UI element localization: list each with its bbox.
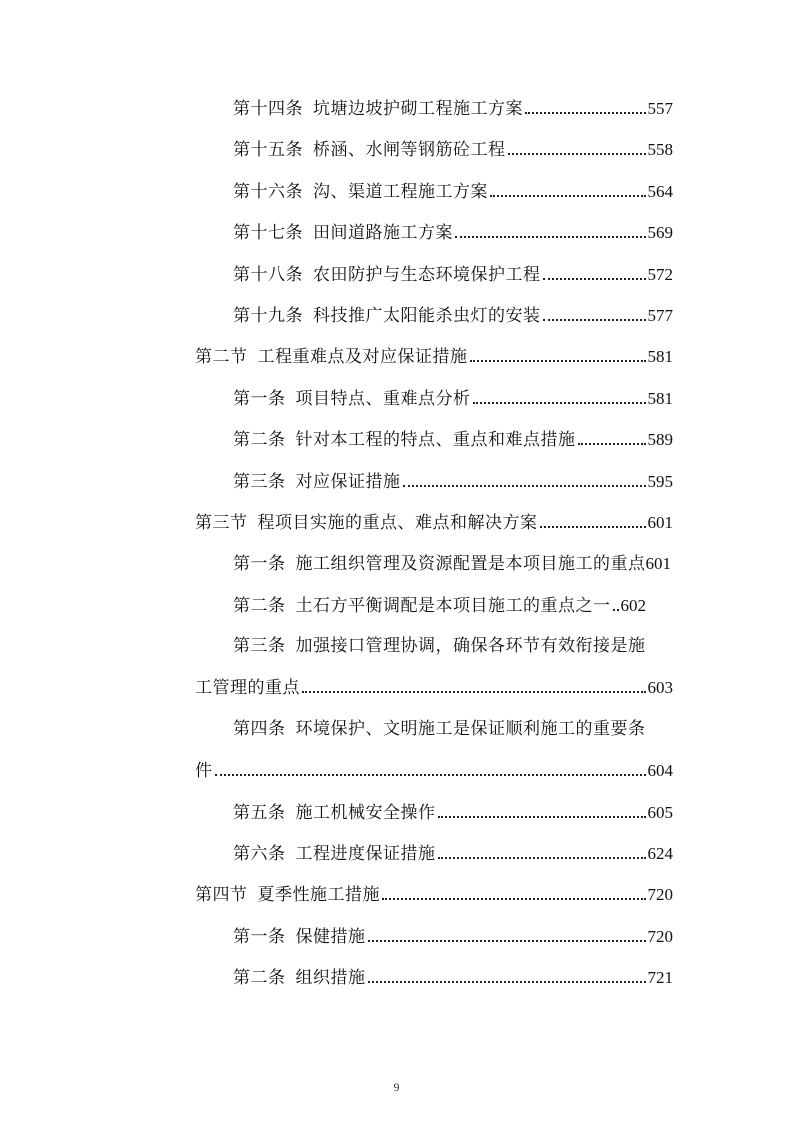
toc-entry-first-line[interactable] [0,626,793,667]
toc-entry[interactable] [0,419,793,460]
dot-leader [473,402,646,404]
toc-entry-page: 581 [647,388,673,408]
toc-entry-continuation[interactable] [0,750,793,791]
toc-entry-title: 保健措施 [295,926,366,947]
toc-entry-title: 对应保证措施 [295,471,401,492]
toc-entry-title: 夏季性施工措施 [257,885,380,906]
toc-entry[interactable] [0,461,793,502]
toc-entry-label: 第一条 [233,554,286,575]
toc-entry-page: 569 [647,223,673,243]
page-number: 9 [393,1080,400,1094]
toc-entry-title: 土石方平衡调配是本项目施工的重点之一 [295,595,611,616]
toc-entry-title: 坑塘边坡护砌工程施工方案 [313,99,523,119]
toc-entry-page: 564 [647,181,673,201]
toc-entry-label: 第三条 [233,471,286,492]
toc-entry-label: 第一条 [233,388,286,409]
dot-leader [540,526,646,528]
toc-entry[interactable] [0,212,793,253]
toc-entry-label: 第二条 [233,595,286,616]
toc-entry-title: 田间道路施工方案 [313,223,453,244]
toc-entry[interactable] [0,543,793,584]
toc-section-entry[interactable] [0,336,793,377]
dot-leader [382,898,646,900]
toc-entry-page: 601 [647,512,673,532]
toc-entry-title: 沟、渠道工程施工方案 [313,181,488,202]
toc-entry-title: 项目特点、重难点分析 [295,388,471,409]
toc-entry[interactable] [0,833,793,874]
toc-entry-label: 第六条 [233,844,286,865]
toc-entry-title: 科技推广太阳能杀虫灯的安装 [313,305,541,326]
toc-entry-title: 针对本工程的特点、重点和难点措施 [295,430,576,451]
toc-entry[interactable] [0,254,793,295]
toc-entry-label: 第一条 [233,926,286,947]
toc-entry-label: 第十五条 [233,140,303,161]
toc-entry-title: 施工机械安全操作 [295,802,436,823]
toc-entry-page: 601 [645,554,671,574]
toc-entry-continuation[interactable] [0,667,793,708]
toc-entry-label: 第十六条 [233,181,303,202]
dot-leader [215,774,646,776]
toc-entry-title: 施工组织管理及资源配置是本项目施工的重点 [295,554,646,575]
toc-entry[interactable] [0,792,793,833]
dot-leader [403,485,646,487]
toc-entry[interactable] [0,129,793,170]
toc-entry-title: 农田防护与生态环境保护工程 [313,264,541,285]
toc-entry-title: 加强接口管理协调，确保各环节有效衔接是施 [295,636,646,657]
toc-entry-page: 720 [647,926,673,946]
toc-entry-label: 第十八条 [233,264,303,285]
toc-section-entry[interactable] [0,874,793,915]
toc-entry-title: 程项目实施的重点、难点和解决方案 [257,512,538,533]
dot-leader [455,236,646,238]
toc-entry-page: 589 [647,430,673,450]
toc-entry-first-line[interactable] [0,709,793,750]
toc-entry-title-continued: 工管理的重点 [195,678,300,699]
toc-entry-page: 595 [647,471,673,491]
toc-entry-page: 605 [647,802,673,822]
toc-entry-page: 557 [647,99,673,118]
toc-section-entry[interactable] [0,502,793,543]
dot-leader [470,360,646,362]
toc-entry[interactable] [0,585,793,626]
toc-entry[interactable] [0,916,793,957]
toc-entry-page: 581 [647,347,673,367]
toc-entry-label: 第十九条 [233,305,303,326]
toc-entry-label: 第十七条 [233,223,303,244]
toc-entry[interactable] [0,295,793,336]
toc-entry-label: 第三条 [233,636,286,657]
toc-entry-page: 558 [647,140,673,160]
toc-entry-page: 720 [647,885,673,905]
dot-leader [613,609,619,611]
toc-entry-label: 第四节 [195,885,248,906]
toc-entry-page: 572 [647,264,673,284]
toc-entry-label: 第二条 [233,430,286,451]
toc-entry-title: 工程重难点及对应保证措施 [257,347,468,368]
toc-entry-page: 624 [647,844,673,864]
dot-leader [490,195,646,197]
dot-leader [543,278,646,280]
toc-entry-label: 第四条 [233,718,286,739]
toc-entry-title: 工程进度保证措施 [295,844,436,865]
toc-entry-title: 环境保护、文明施工是保证顺利施工的重要条 [295,718,646,739]
toc-entry-label: 第二节 [195,347,248,368]
toc-entry[interactable] [0,378,793,419]
dot-leader [438,816,646,818]
dot-leader [302,691,646,693]
toc-entry-title: 组织措施 [295,968,366,989]
toc-entry-title-continued: 件 [195,761,213,782]
toc-entry-label: 第二条 [233,968,286,989]
toc-entry-label: 第五条 [233,802,286,823]
toc-entry-title: 桥涵、水闸等钢筋砼工程 [313,140,506,161]
dot-leader [508,153,646,155]
dot-leader [543,319,646,321]
toc-entry-page: 604 [647,761,673,781]
toc-entry[interactable] [0,957,793,998]
toc-entry[interactable] [0,171,793,212]
dot-leader [578,443,646,445]
table-of-contents [0,88,793,999]
dot-leader [368,940,646,942]
toc-entry[interactable] [0,88,793,129]
toc-entry-page: 577 [647,305,673,325]
toc-entry-label: 第十四条 [233,99,303,119]
dot-leader [438,857,646,859]
toc-entry-label: 第三节 [195,512,248,533]
toc-entry-page: 602 [620,595,646,615]
toc-entry-page: 721 [647,968,673,988]
toc-entry-page: 603 [647,678,673,698]
dot-leader [368,981,646,983]
dot-leader [525,112,646,114]
